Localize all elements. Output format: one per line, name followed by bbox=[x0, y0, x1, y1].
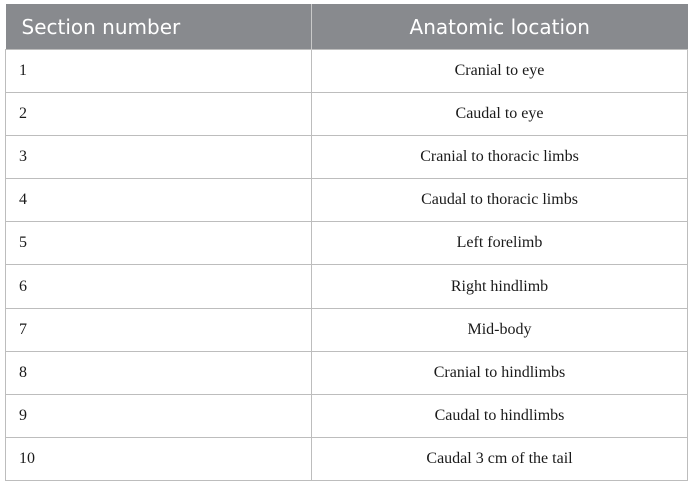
section-number-cell: 4 bbox=[6, 179, 312, 222]
anatomic-location-cell: Caudal 3 cm of the tail bbox=[312, 437, 688, 480]
anatomic-location-cell: Cranial to eye bbox=[312, 50, 688, 93]
anatomic-location-cell: Caudal to thoracic limbs bbox=[312, 179, 688, 222]
anatomic-location-cell: Left forelimb bbox=[312, 222, 688, 265]
section-location-table-wrapper bbox=[5, 4, 687, 481]
anatomic-location-cell: Caudal to hindlimbs bbox=[312, 394, 688, 437]
header-anatomic-location: Anatomic location bbox=[312, 4, 688, 50]
table-row bbox=[6, 222, 688, 265]
anatomic-location-cell: Cranial to thoracic limbs bbox=[312, 136, 688, 179]
anatomic-location-cell: Caudal to eye bbox=[312, 93, 688, 136]
table-row bbox=[6, 93, 688, 136]
table-row bbox=[6, 50, 688, 93]
section-number-cell: 2 bbox=[6, 93, 312, 136]
anatomic-location-cell: Right hindlimb bbox=[312, 265, 688, 308]
section-location-table bbox=[5, 4, 688, 481]
table-row bbox=[6, 394, 688, 437]
header-section-number: Section number bbox=[6, 4, 312, 50]
header-row bbox=[6, 4, 688, 50]
table-header bbox=[6, 4, 688, 50]
section-number-cell: 1 bbox=[6, 50, 312, 93]
table-row bbox=[6, 136, 688, 179]
section-number-cell: 9 bbox=[6, 394, 312, 437]
section-number-cell: 6 bbox=[6, 265, 312, 308]
anatomic-location-cell: Cranial to hindlimbs bbox=[312, 351, 688, 394]
section-number-cell: 7 bbox=[6, 308, 312, 351]
section-number-cell: 10 bbox=[6, 437, 312, 480]
table-row bbox=[6, 179, 688, 222]
table-row bbox=[6, 437, 688, 480]
table-row bbox=[6, 351, 688, 394]
table-body bbox=[6, 50, 688, 481]
anatomic-location-cell: Mid-body bbox=[312, 308, 688, 351]
section-number-cell: 3 bbox=[6, 136, 312, 179]
section-number-cell: 5 bbox=[6, 222, 312, 265]
section-number-cell: 8 bbox=[6, 351, 312, 394]
table-row bbox=[6, 308, 688, 351]
table-row bbox=[6, 265, 688, 308]
